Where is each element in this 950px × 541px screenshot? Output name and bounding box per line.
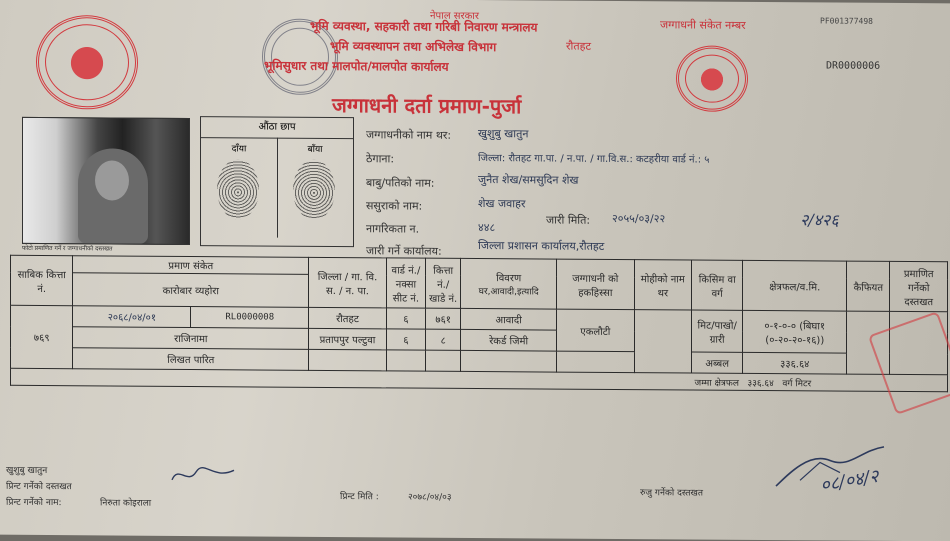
rl-number: RL0000008 xyxy=(191,307,309,329)
issue-office-label: जारी गर्ने कार्यालय: xyxy=(366,244,442,258)
ministry-title: भूमि व्यवस्था, सहकारी तथा गरिबी निवारण मन्त्रालय xyxy=(310,18,538,35)
bibaran-header-label: विवरण xyxy=(496,273,522,285)
owner-photo xyxy=(22,117,190,245)
total-value: ३३६.६४ xyxy=(747,378,774,389)
owner-code-label: जग्गाधनी संकेत नम्बर xyxy=(660,18,746,32)
land-record-table xyxy=(10,255,948,393)
kitta-no-header: कित्ता नं./ खाडे नं. xyxy=(426,258,461,308)
left-thumb-label: बाँया xyxy=(307,144,323,155)
print-sign-label: प्रिन्ट गर्नेको दस्तखत xyxy=(6,481,72,493)
father-value: जुनैत शेख/समसुदिन शेख xyxy=(478,173,579,187)
verifier-sign-label: रुजु गर्नेको दस्तखत xyxy=(640,488,703,499)
kisim-line-2: ग्रारी xyxy=(709,334,725,346)
total-spacer xyxy=(11,368,692,390)
karobar-header: कारोबार व्यहोरा xyxy=(73,273,309,308)
kitta-value: ७६९ xyxy=(11,305,73,368)
kisim-header: किसिम वा वर्ग xyxy=(692,260,743,310)
bibaran-header-sub: घर,आवादी,इत्यादि xyxy=(478,287,539,298)
empty-cell xyxy=(386,350,425,371)
area-header: क्षेत्रफल/व.मि. xyxy=(743,260,847,311)
bibaran-value-2: रेकर्ड जिमी xyxy=(461,329,557,351)
kisim-value-1 xyxy=(692,310,743,352)
owner-name-label: जग्गाधनीको नाम थर: xyxy=(366,128,452,142)
print-date-value: २०७८/०४/०३ xyxy=(408,492,452,503)
dr-number: DR0000006 xyxy=(826,60,881,72)
printer-signature-icon xyxy=(168,460,238,490)
grandfather-value: शेख जवाहर xyxy=(478,197,526,211)
verifier-signature-icon xyxy=(770,442,890,493)
haq-value: एकलौटी xyxy=(557,309,635,352)
area-line-1: ०-१-०-० (बिघा१ xyxy=(764,320,826,332)
kitta-header: साबिक कित्ता नं. xyxy=(11,255,73,305)
department-title: भूमि व्यवस्थापन तथा अभिलेख विभाग xyxy=(330,38,497,55)
kisim-line-1: मिट/पाखो/ xyxy=(697,320,737,332)
haq-header: जग्गाधनी को हकहिस्सा xyxy=(557,259,635,310)
father-label: बाबु/पतिको नाम: xyxy=(366,176,435,190)
signer-header: प्रमाणित गर्नेको दस्तखत xyxy=(890,261,948,311)
empty-cell xyxy=(426,350,461,371)
issue-office-value: जिल्ला प्रशासन कार्यालय,रौतहट xyxy=(478,239,605,253)
total-label: जम्मा क्षेत्रफल xyxy=(694,378,739,389)
office-title: भूमिसुधार तथा मालपोत/मालपोत कार्यालय xyxy=(264,58,449,74)
karobar-value-2: लिखत पारित xyxy=(73,348,309,371)
footer-owner-name: खुशुबु खातुन xyxy=(6,465,48,477)
kitta-value-2: ८ xyxy=(426,329,461,350)
thumbprint-icon xyxy=(217,159,259,219)
certificate-title: जग्गाधनी दर्ता प्रमाण-पुर्जा xyxy=(332,93,522,119)
area-value xyxy=(743,310,847,353)
photo-caption: फोटो प्रमाणित गर्ने र जग्गाधनीको दस्तखत xyxy=(22,244,113,253)
thumbprint-box xyxy=(200,116,354,247)
bibaran-header xyxy=(461,258,557,309)
government-seal-left-icon xyxy=(36,15,138,110)
mohi-header: मोहीको नाम थर xyxy=(634,260,691,310)
kitta-value-1: ७६१ xyxy=(426,308,461,329)
total-unit: वर्ग मिटर xyxy=(782,378,812,389)
bibaran-value-1: आवादी xyxy=(461,308,557,330)
district-value-2: प्रतापपुर पल्टुवा xyxy=(309,328,387,350)
issue-date-value: २०५५/०३/२२ xyxy=(612,211,666,226)
empty-cell xyxy=(461,350,557,372)
handwritten-number: २/४२६ xyxy=(800,210,839,230)
kisim-value-2: अब्बल xyxy=(692,352,743,373)
area-value-sqm: ३३६.६४ xyxy=(743,352,847,374)
thumbprint-title: औंठा छाप xyxy=(201,117,353,139)
address-value: जिल्ला: रौतहट गा.पा. / न.पा. / गा.वि.स.: कटहरीया वार्ड नं.: ५ xyxy=(478,153,710,166)
address-label: ठेगाना: xyxy=(366,152,395,166)
print-name-label: प्रिन्ट गर्नेको नाम: xyxy=(6,497,62,509)
government-seal-right-icon xyxy=(676,45,748,112)
issue-date-label: जारी मिति: xyxy=(546,213,591,227)
print-name-value: निरुता कोइराला xyxy=(100,498,152,509)
ward-value-2: ६ xyxy=(386,329,425,350)
ward-header: वार्ड नं./ नक्सा सीट नं. xyxy=(386,258,425,308)
karobar-value-1: राजिनामा xyxy=(73,327,309,350)
empty-cell xyxy=(309,349,387,371)
citizenship-value: ४४८ xyxy=(478,221,496,235)
ward-value-1: ६ xyxy=(386,308,425,329)
transaction-date: २०६८/०४/०१ xyxy=(73,306,191,328)
remarks-header: कैफियत xyxy=(847,261,890,311)
grandfather-label: ससुराको नाम: xyxy=(366,199,423,213)
verifier-handwritten: ०८/०४/२ xyxy=(818,465,881,497)
empty-cell xyxy=(557,351,635,373)
district-value-1: रौतहट xyxy=(309,307,387,329)
serial-number: PF001377498 xyxy=(820,16,873,26)
citizenship-label: नागरिकता न. xyxy=(366,222,420,236)
mohi-value xyxy=(634,310,691,373)
gov-title: नेपाल सरकार xyxy=(430,10,479,23)
owner-name: खुशुबु खातुन xyxy=(478,127,529,141)
print-date-label: प्रिन्ट मिति : xyxy=(340,492,379,503)
area-line-2: (०-२०-२०-१६)) xyxy=(765,334,825,346)
praman-header: प्रमाण संकेत xyxy=(73,256,309,275)
district-header: जिल्ला / गा. वि. स. / न. पा. xyxy=(309,257,387,308)
thumbprint-icon xyxy=(293,160,335,220)
right-thumb-label: दाँया xyxy=(231,144,247,155)
department-district: रौतहट xyxy=(566,39,592,53)
